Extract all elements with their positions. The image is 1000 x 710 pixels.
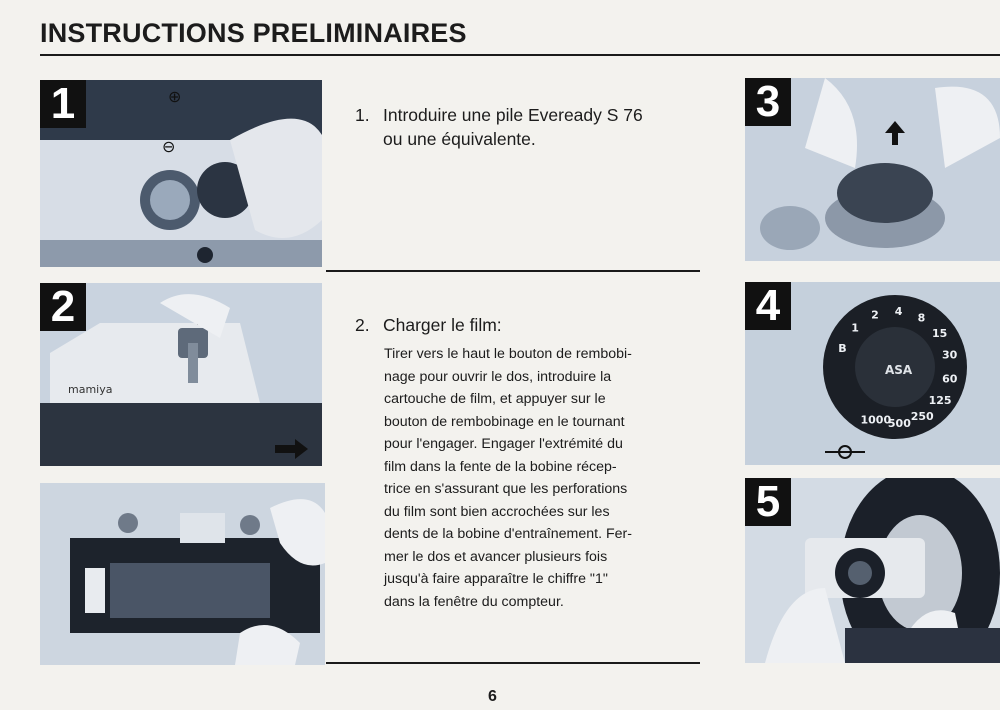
dial-speed-label: 4 bbox=[894, 305, 903, 319]
step-2-line: trice en s'assurant que les perforations bbox=[384, 481, 628, 497]
step-2-heading: Charger le film: bbox=[383, 315, 502, 335]
step-2-body bbox=[384, 343, 694, 613]
camera-back-illustration bbox=[40, 483, 325, 665]
dial-speed-label: B bbox=[838, 341, 847, 355]
dial-speed-label: 2 bbox=[871, 308, 879, 322]
figure-number-1: 1 bbox=[40, 80, 86, 128]
step-2-line: bouton de rembobinage en le tournant bbox=[384, 413, 625, 430]
dial-speed-label: 1000 bbox=[860, 413, 892, 427]
dial-speed-label: 1 bbox=[851, 321, 859, 335]
figure-number-2: 2 bbox=[40, 283, 86, 331]
svg-text:⊖: ⊖ bbox=[162, 137, 176, 156]
dial-speed-label: 15 bbox=[931, 327, 948, 341]
dial-asa-label: ASA bbox=[885, 363, 913, 377]
figure-number-4: 4 bbox=[745, 282, 791, 330]
photo-speed-dial-lift bbox=[745, 78, 1000, 261]
camera-brand: mamiya bbox=[68, 383, 113, 396]
dial-speed-label: 125 bbox=[928, 394, 952, 408]
step-2-line: jusqu'à faire apparaître le chiffre "1" bbox=[384, 571, 608, 587]
dial-speed-label: 30 bbox=[941, 348, 958, 362]
step-2-number: 2. bbox=[355, 315, 370, 335]
step-2-line: Tirer vers le haut le bouton de rembobi- bbox=[384, 346, 632, 362]
step-1 bbox=[355, 103, 643, 151]
svg-text:⊕: ⊕ bbox=[168, 87, 182, 106]
page-title: INSTRUCTIONS PRELIMINAIRES bbox=[40, 18, 467, 48]
step-2-line: film dans la fente de la bobine récep- bbox=[384, 458, 617, 475]
title-underline bbox=[40, 54, 1000, 56]
photo-rewind-knob bbox=[40, 283, 322, 466]
step-2-line: dans la fenêtre du compteur. bbox=[384, 593, 564, 610]
step-1-line-2: ou une équivalente. bbox=[383, 129, 536, 149]
figure-number-5: 5 bbox=[745, 478, 791, 526]
dial-speed-label: 8 bbox=[917, 311, 926, 325]
step-2-line: nage pour ouvrir le dos, introduire la bbox=[384, 368, 612, 385]
photo-woman-with-camera bbox=[745, 478, 1000, 663]
step-2-heading-row bbox=[355, 315, 502, 336]
step-1-line-1: Introduire une pile Eveready S 76 bbox=[383, 105, 643, 125]
step-2-line: pour l'engager. Engager l'extrémité du bbox=[384, 436, 623, 452]
step-1-number: 1. bbox=[355, 105, 370, 125]
step-2-line: dents de la bobine d'entraînement. Fer- bbox=[384, 526, 632, 542]
photo-shutter-dial bbox=[745, 282, 1000, 465]
step-2-line: cartouche de film, et appuyer sur le bbox=[384, 391, 606, 407]
step-2-line: du film sont bien accrochées sur les bbox=[384, 503, 610, 520]
photo-battery-insertion bbox=[40, 80, 322, 267]
step-2-line: mer le dos et avancer plusieurs fois bbox=[384, 548, 608, 565]
dial-speed-label: 500 bbox=[887, 416, 911, 430]
divider-rule-2 bbox=[326, 662, 700, 664]
page-number: 6 bbox=[488, 688, 497, 705]
photo-camera-back-open bbox=[40, 483, 325, 665]
divider-rule-1 bbox=[326, 270, 700, 272]
figure-number-3: 3 bbox=[745, 78, 791, 126]
dial-speed-label: 60 bbox=[942, 372, 958, 386]
dial-speed-label: 250 bbox=[910, 409, 934, 423]
